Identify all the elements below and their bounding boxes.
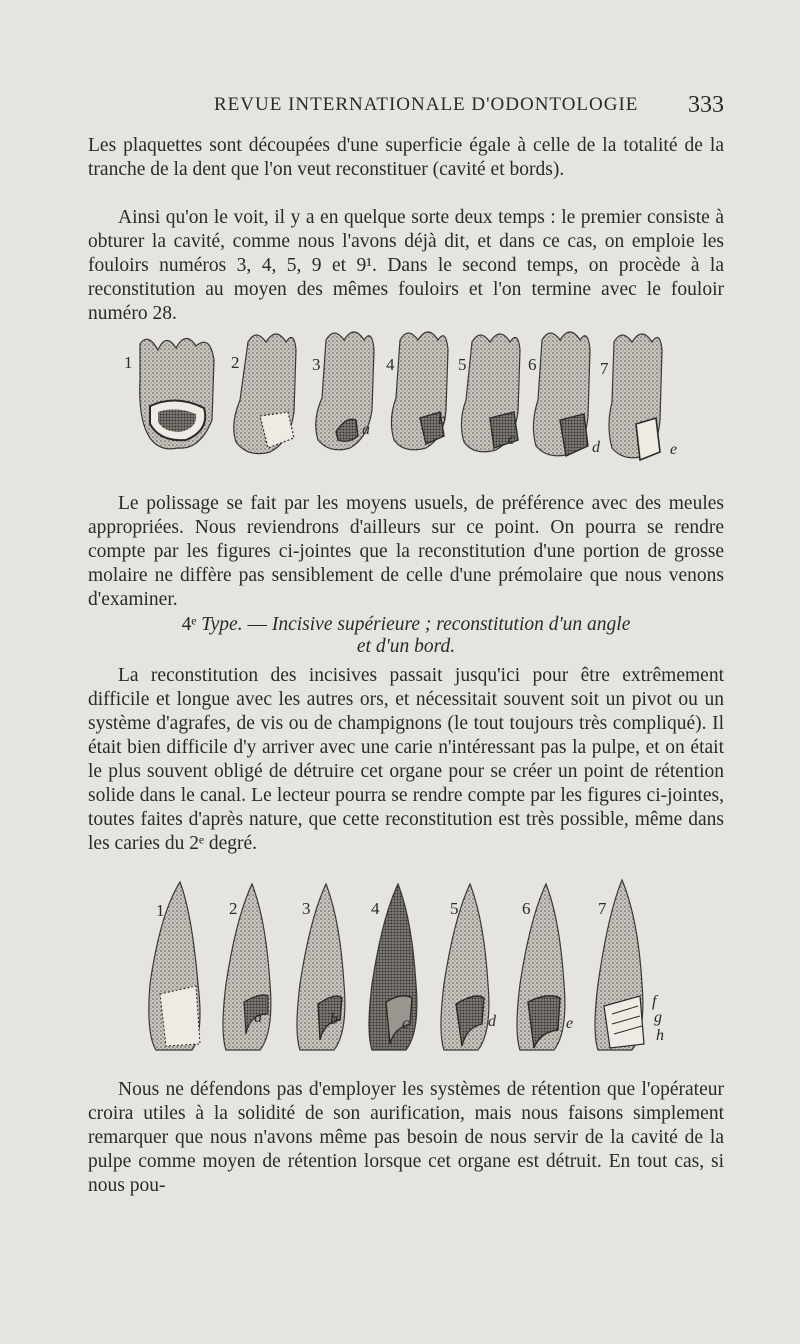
subheading-dash: — (242, 614, 272, 635)
fig2-letter-b: b (330, 1011, 338, 1028)
journal-title: REVUE INTERNATIONALE D'ODONTOLOGIE (214, 94, 639, 115)
fig1-letter-c: c (508, 431, 516, 448)
subheading-line-1 (88, 614, 724, 636)
paragraph-polissage: Le polissage se fait par les moyens usuels, de préférence avec des meules appropriées. Nous reviendrons d'ailleurs sur ce point. On pourra se rendre compte par les figures ci-jointes que la reconstitution d'une portion de grosse molaire ne diffère pas sensiblement de celle d'une prémolaire que nous venons d'examiner. (88, 493, 724, 610)
fig2-number-5: 5 (450, 899, 459, 918)
fig2-letter-h: h (656, 1027, 664, 1044)
figure-incisor-stages (0, 874, 800, 1060)
fig2-letter-a: a (254, 1009, 262, 1026)
fig2-number-1: 1 (156, 901, 165, 920)
paragraph-incisives: La reconstitution des incisives passait jusqu'ici pour être extrêmement difficile et longue avec les autres ors, et nécessitait souvent soit un pivot ou un système d'agrafes, de vis ou de champignons (le tout toujours très compliqué). Il était bien difficile d'y arriver avec une carie n'intéressant pas la pulpe, et on était le plus souvent obligé de détruire cet organe pour se créer un point de rétention solide dans le canal. Le lecteur pourra se rendre compte par les figures ci-jointes, toutes faites d'après nature, que cette reconstitution est très possible, même dans les caries du 2ᵉ degré. (88, 665, 724, 854)
molar-tooth-7 (609, 334, 662, 460)
molar-tooth-1 (140, 338, 214, 448)
fig1-number-1: 1 (124, 353, 133, 372)
running-header (88, 94, 724, 122)
fig1-letter-e: e (670, 441, 678, 458)
fig1-letter-b: b (438, 411, 446, 428)
paragraph-deux-temps: Ainsi qu'on le voit, il y a en quelque sorte deux temps : le premier consiste à obturer la cavité, comme nous l'avons déjà dit, et dans ce cas, on emploie les fouloirs numéros 3, 4, 5, 9 et 9¹. Dans le second temps, on procède à la reconstitution au moyen des mêmes fouloirs et l'on termine avec le fouloir numéro 28. (88, 207, 724, 324)
type-number: 4ᵉ (181, 614, 197, 635)
fig2-letter-f: f (652, 993, 657, 1010)
page-number: 333 (688, 92, 724, 118)
molar-tooth-6 (533, 332, 590, 456)
fig2-number-7: 7 (598, 899, 607, 918)
fig2-letter-g: g (654, 1009, 662, 1026)
fig1-number-2: 2 (231, 353, 240, 372)
fig1-number-4: 4 (386, 355, 395, 374)
molar-tooth-2 (234, 334, 296, 454)
molar-tooth-4 (391, 332, 448, 450)
fig1-number-7: 7 (600, 359, 609, 378)
paragraph-plaquettes: Les plaquettes sont découpées d'une superficie égale à celle de la totalité de la tranche de la dent que l'on veut reconstituer (cavité et bords). (88, 135, 724, 180)
fig1-letter-d: d (592, 439, 600, 456)
fig2-number-4: 4 (371, 899, 380, 918)
section-subheading (88, 614, 724, 658)
fig2-letter-e: e (566, 1015, 574, 1032)
figure-molar-stages (0, 320, 800, 480)
type-word: Type. (201, 614, 243, 635)
fig1-letter-a: a (362, 421, 370, 438)
subheading-text: Incisive supérieure ; reconstitution d'un angle (271, 614, 631, 635)
incisor-tooth-5 (441, 884, 489, 1050)
fig1-number-6: 6 (528, 355, 537, 374)
fig2-number-6: 6 (522, 899, 531, 918)
fig1-number-3: 3 (312, 355, 321, 374)
subheading-line-2: et d'un bord. (356, 636, 456, 657)
fig2-number-2: 2 (229, 899, 238, 918)
fig2-number-3: 3 (302, 899, 311, 918)
fig2-letter-d: d (488, 1013, 496, 1030)
fig1-number-5: 5 (458, 355, 467, 374)
paragraph-retention: Nous ne défendons pas d'employer les systèmes de rétention que l'opérateur croira utiles à la solidité de son aurification, mais nous faisons simplement remarquer que nous n'avons même pas besoin de nous servir de la cavité de la pulpe comme moyen de rétention lorsque cet organe est détruit. En tout cas, si nous pou- (88, 1079, 724, 1196)
fig2-letter-c: c (402, 1015, 410, 1032)
